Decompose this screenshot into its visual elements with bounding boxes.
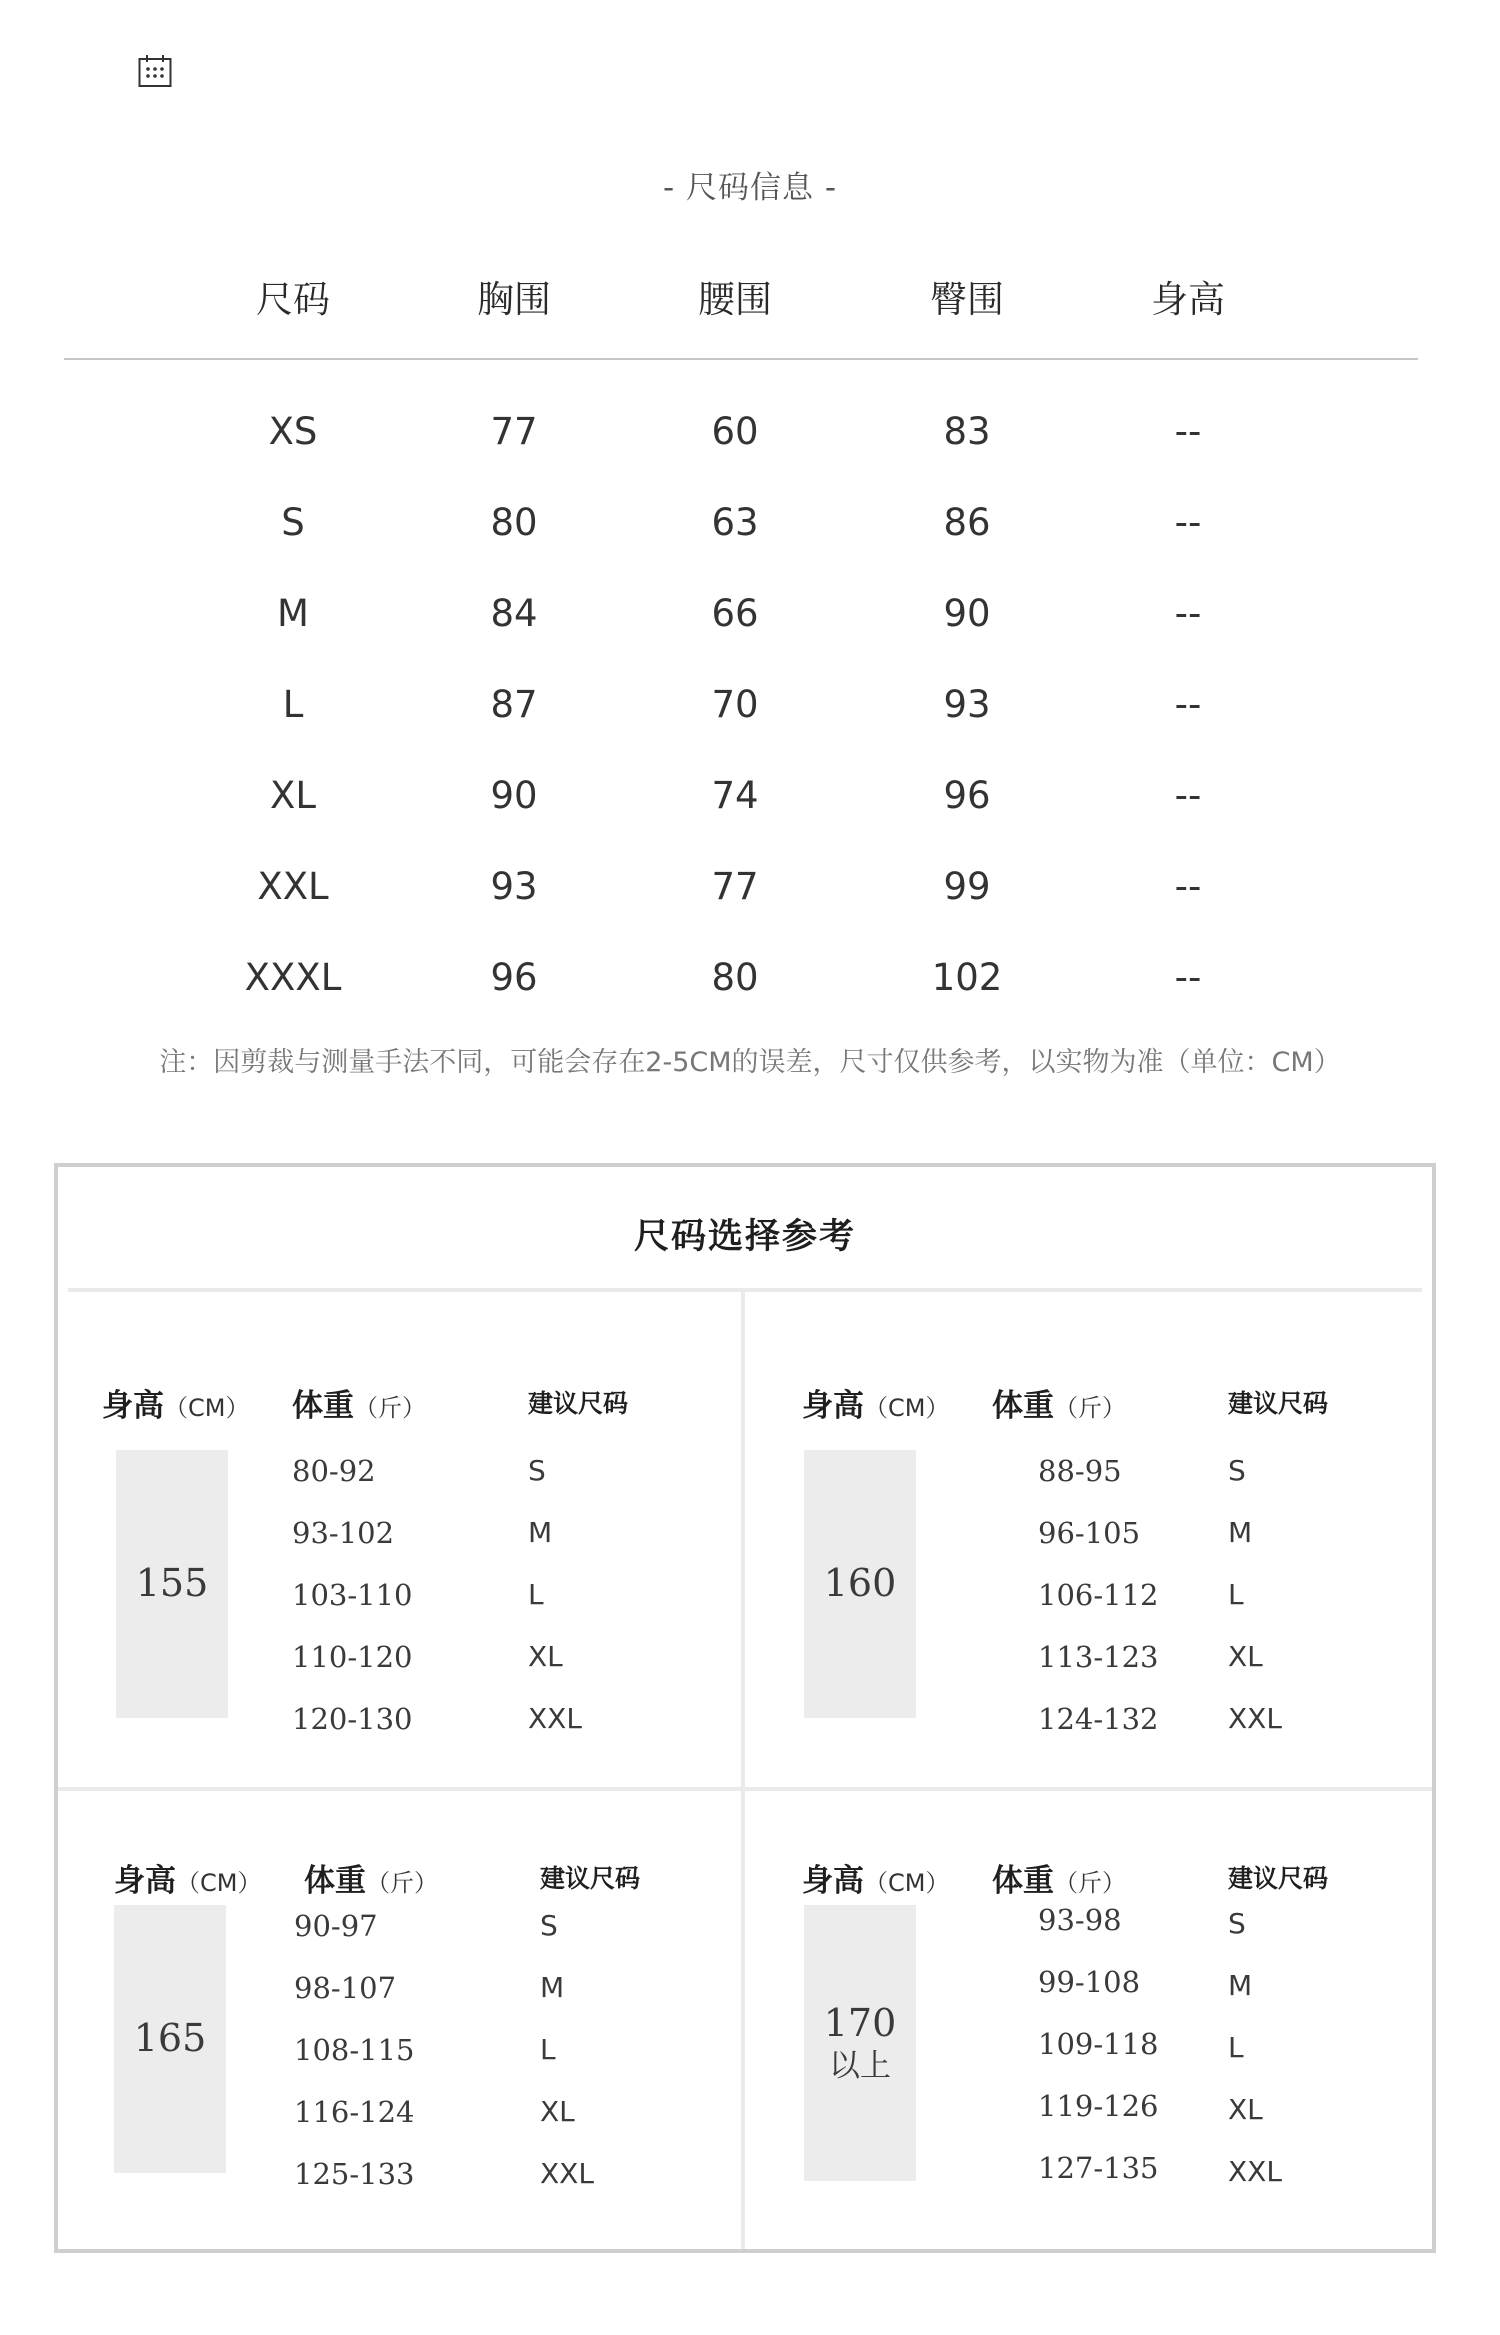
- weight-range: 103-110: [292, 1578, 413, 1612]
- weight-range: 88-95: [1038, 1454, 1122, 1488]
- size-list: [528, 1440, 582, 1750]
- size-list: [1228, 1440, 1282, 1750]
- weight-range: 93-98: [1038, 1903, 1122, 1937]
- weight-range: 116-124: [294, 2095, 415, 2129]
- suggested-size: L: [540, 2033, 556, 2066]
- suggested-size: XXL: [528, 1702, 582, 1735]
- suggested-size: M: [1228, 1516, 1253, 1549]
- size-list: [540, 1895, 594, 2205]
- weight-list: [292, 1440, 413, 1750]
- height-value: 160: [823, 1561, 897, 1606]
- height-header: [102, 1380, 249, 1425]
- table-header-row: [64, 265, 1416, 335]
- weight-unit: （斤）: [354, 1394, 426, 1422]
- cell-size: XL: [270, 774, 316, 817]
- height-unit: （CM）: [164, 1394, 250, 1422]
- cell-hip: 99: [943, 865, 991, 908]
- cell-bust: 93: [490, 865, 538, 908]
- column-header-bust: 胸围: [477, 278, 551, 321]
- calendar-icon: [138, 54, 172, 88]
- weight-label: 体重: [992, 1863, 1054, 1899]
- weight-header: [292, 1380, 426, 1425]
- height-value-box: [114, 1905, 226, 2173]
- suggested-size: XXL: [540, 2157, 594, 2190]
- weight-unit: （斤）: [366, 1869, 438, 1897]
- suggested-size-header: 建议尺码: [1228, 1864, 1329, 1893]
- height-unit: （CM）: [176, 1869, 262, 1897]
- suggested-size: XL: [1228, 2093, 1263, 2126]
- divider: [68, 1288, 1422, 1292]
- height-value-suffix: 以上: [829, 2048, 891, 2085]
- suggested-size: M: [528, 1516, 553, 1549]
- suggested-size-header: 建议尺码: [528, 1389, 629, 1418]
- column-header-hip: 臀围: [930, 278, 1004, 321]
- weight-range: 80-92: [292, 1454, 376, 1488]
- suggested-size: S: [540, 1909, 558, 1942]
- table-row: [64, 841, 1416, 932]
- weight-list: [1038, 1889, 1159, 2199]
- weight-range: 96-105: [1038, 1516, 1141, 1550]
- height-value: 165: [133, 2016, 207, 2061]
- measurement-note: 注：因剪裁与测量手法不同，可能会存在2-5CM的误差，尺寸仅供参考，以实物为准（单位：CM）: [159, 1047, 1341, 1078]
- suggested-size: XXL: [1228, 2155, 1282, 2188]
- cell-waist: 66: [711, 592, 759, 635]
- weight-range: 119-126: [1038, 2089, 1159, 2123]
- reference-group-170: [802, 1855, 1462, 2335]
- cell-waist: 60: [711, 410, 759, 453]
- cell-size: XXXL: [244, 956, 342, 999]
- cell-bust: 77: [490, 410, 538, 453]
- cell-waist: 80: [711, 956, 759, 999]
- cell-hip: 90: [943, 592, 991, 635]
- column-header-waist: 腰围: [698, 278, 772, 321]
- suggested-size: L: [1228, 2031, 1244, 2064]
- cell-size: L: [282, 683, 304, 726]
- weight-range: 93-102: [292, 1516, 395, 1550]
- weight-label: 体重: [292, 1388, 354, 1424]
- height-unit: （CM）: [864, 1869, 950, 1897]
- suggested-size-header: 建议尺码: [540, 1864, 641, 1893]
- height-label: 身高: [802, 1863, 864, 1899]
- cell-waist: 70: [711, 683, 759, 726]
- cell-hip: 96: [943, 774, 991, 817]
- weight-range: 106-112: [1038, 1578, 1159, 1612]
- height-header: [802, 1380, 949, 1425]
- cell-bust: 84: [490, 592, 538, 635]
- cell-waist: 77: [711, 865, 759, 908]
- cell-height: --: [1174, 410, 1202, 453]
- weight-range: 125-133: [294, 2157, 415, 2191]
- suggested-size: XL: [1228, 1640, 1263, 1673]
- height-value-box: [116, 1450, 228, 1718]
- suggested-size: S: [528, 1454, 546, 1487]
- table-row: [64, 932, 1416, 1023]
- cell-hip: 102: [931, 956, 1003, 999]
- cell-hip: 93: [943, 683, 991, 726]
- cell-waist: 74: [711, 774, 759, 817]
- cell-bust: 80: [490, 501, 538, 544]
- height-unit: （CM）: [864, 1394, 950, 1422]
- suggested-size: XL: [528, 1640, 563, 1673]
- reference-group-165: [114, 1855, 774, 2335]
- height-value: 155: [135, 1561, 209, 1606]
- cell-height: --: [1174, 501, 1202, 544]
- suggested-size: S: [1228, 1454, 1246, 1487]
- table-row: [64, 750, 1416, 841]
- suggested-size: L: [528, 1578, 544, 1611]
- cell-bust: 87: [490, 683, 538, 726]
- weight-range: 98-107: [294, 1971, 397, 2005]
- cell-height: --: [1174, 683, 1202, 726]
- suggested-size-header: 建议尺码: [1228, 1389, 1329, 1418]
- cell-height: --: [1174, 592, 1202, 635]
- cell-height: --: [1174, 774, 1202, 817]
- weight-range: 109-118: [1038, 2027, 1159, 2061]
- size-reference-title: 尺码选择参考: [633, 1217, 856, 1257]
- column-header-height: 身高: [1151, 278, 1225, 321]
- weight-header: [304, 1855, 438, 1900]
- reference-group-155: [102, 1380, 762, 1860]
- weight-label: 体重: [992, 1388, 1054, 1424]
- column-header-size: 尺码: [256, 278, 330, 321]
- reference-group-160: [802, 1380, 1462, 1860]
- height-value-box: [804, 1450, 916, 1718]
- table-row: [64, 659, 1416, 750]
- size-table-body: [64, 386, 1416, 1023]
- weight-range: 127-135: [1038, 2151, 1159, 2185]
- weight-unit: （斤）: [1054, 1869, 1126, 1897]
- size-table-header: [64, 265, 1416, 335]
- cell-bust: 90: [490, 774, 538, 817]
- cell-hip: 83: [943, 410, 991, 453]
- table-header-divider: [64, 358, 1418, 360]
- weight-range: 124-132: [1038, 1702, 1159, 1736]
- weight-range: 90-97: [294, 1909, 378, 1943]
- cell-size: XS: [268, 410, 318, 453]
- weight-label: 体重: [304, 1863, 366, 1899]
- weight-header: [992, 1380, 1126, 1425]
- height-value: 170: [823, 2000, 897, 2045]
- table-row: [64, 477, 1416, 568]
- height-label: 身高: [802, 1388, 864, 1424]
- height-label: 身高: [114, 1863, 176, 1899]
- height-label: 身高: [102, 1388, 164, 1424]
- cell-height: --: [1174, 865, 1202, 908]
- weight-range: 108-115: [294, 2033, 415, 2067]
- suggested-size: L: [1228, 1578, 1244, 1611]
- suggested-size: M: [540, 1971, 565, 2004]
- table-row: [64, 568, 1416, 659]
- size-list: [1228, 1893, 1282, 2203]
- table-row: [64, 386, 1416, 477]
- cell-height: --: [1174, 956, 1202, 999]
- height-value-box: [804, 1905, 916, 2181]
- weight-range: 113-123: [1038, 1640, 1159, 1674]
- suggested-size: XL: [540, 2095, 575, 2128]
- cell-size: S: [281, 501, 305, 544]
- weight-list: [294, 1895, 415, 2205]
- cell-size: XXL: [257, 865, 329, 908]
- weight-range: 120-130: [292, 1702, 413, 1736]
- weight-range: 110-120: [292, 1640, 413, 1674]
- cell-hip: 86: [943, 501, 991, 544]
- cell-waist: 63: [711, 501, 759, 544]
- size-info-title: - 尺码信息 -: [662, 170, 838, 206]
- weight-unit: （斤）: [1054, 1394, 1126, 1422]
- size-reference-panel: [54, 1163, 1436, 2253]
- weight-list: [1038, 1440, 1159, 1750]
- height-header: [114, 1855, 261, 1900]
- cell-bust: 96: [490, 956, 538, 999]
- cell-size: M: [277, 592, 309, 635]
- suggested-size: S: [1228, 1907, 1246, 1940]
- suggested-size: M: [1228, 1969, 1253, 2002]
- height-header: [802, 1855, 949, 1900]
- suggested-size: XXL: [1228, 1702, 1282, 1735]
- weight-range: 99-108: [1038, 1965, 1141, 1999]
